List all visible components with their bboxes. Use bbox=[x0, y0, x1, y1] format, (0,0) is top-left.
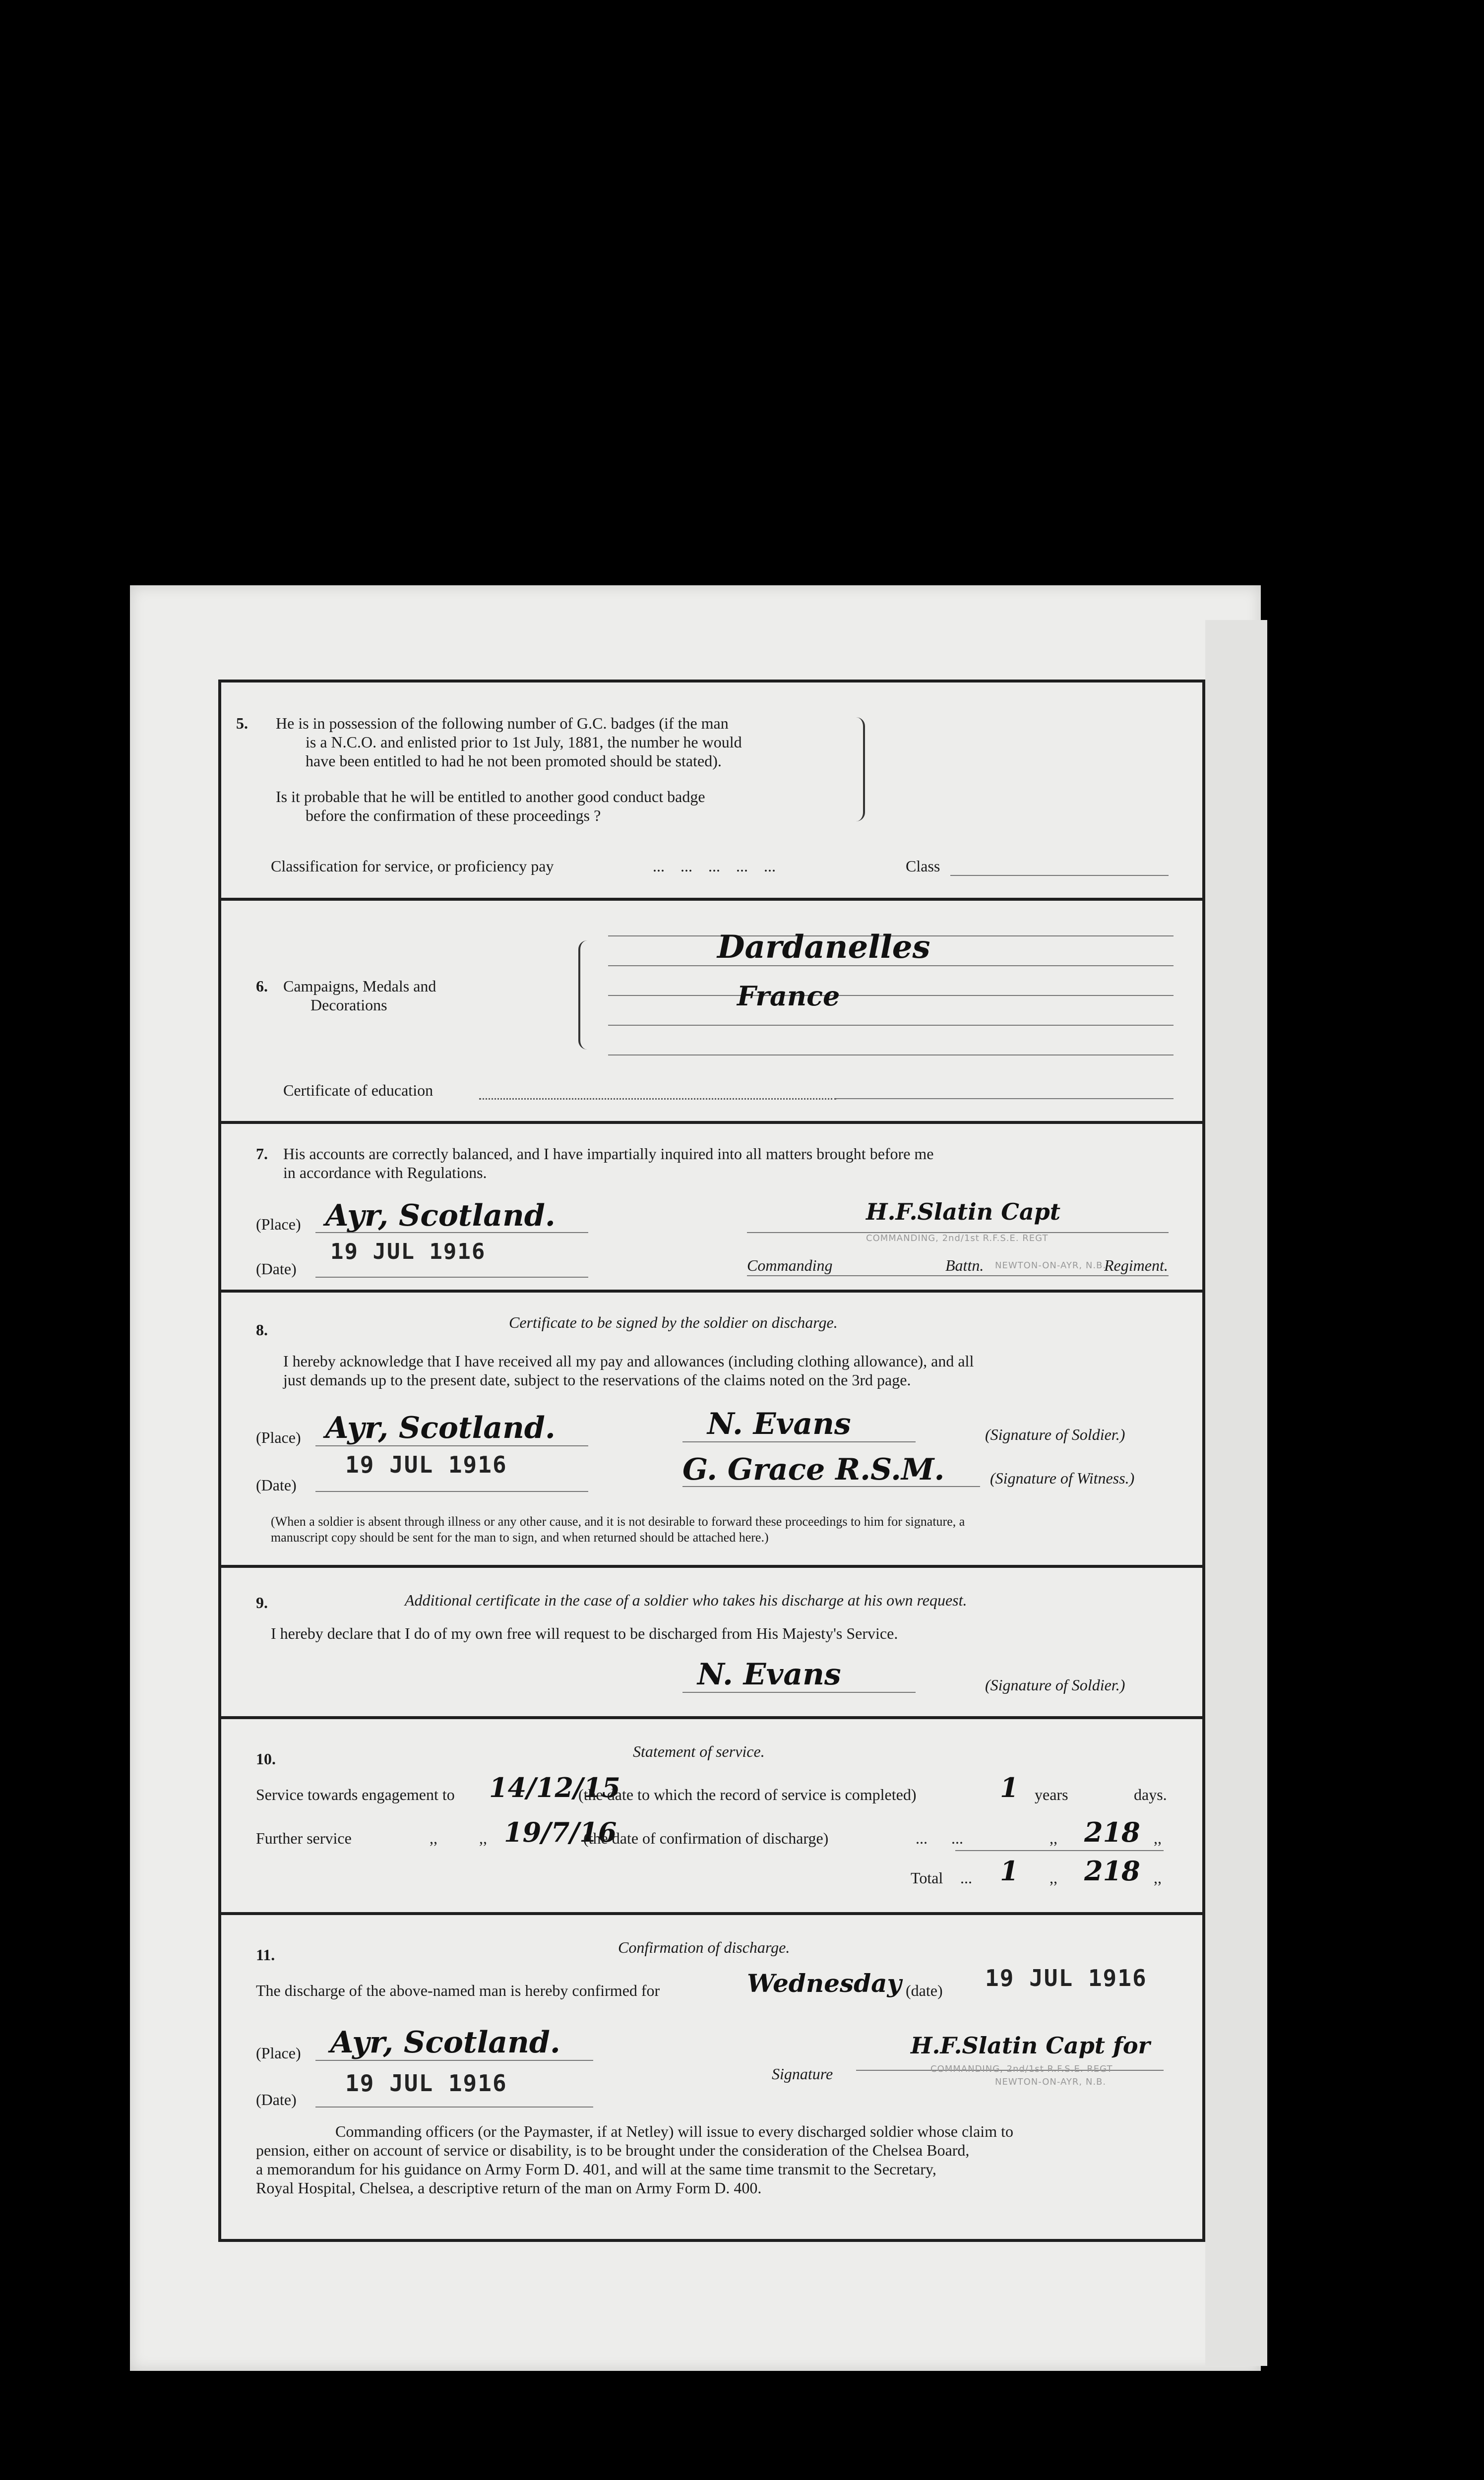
section-heading: Certificate to be signed by the soldier on discharge. bbox=[509, 1313, 838, 1331]
section-6 bbox=[221, 901, 1202, 1124]
date-label: (Date) bbox=[256, 1476, 297, 1494]
ditto-mark: ,, bbox=[479, 1829, 487, 1847]
section-10 bbox=[221, 1719, 1202, 1915]
brace bbox=[578, 940, 587, 1050]
campaign-entry-france: France bbox=[737, 980, 840, 1012]
total-years: 1 bbox=[1000, 1855, 1019, 1887]
section-9 bbox=[221, 1568, 1202, 1719]
regiment-line bbox=[747, 1275, 1169, 1276]
instructions-3: a memorandum for his guidance on Army Form D. 401, and will at the same time transmit to the Secretary, bbox=[256, 2160, 936, 2178]
section-5 bbox=[221, 682, 1202, 901]
campaigns-label: Campaigns, Medals and bbox=[283, 977, 436, 995]
section-number: 6. bbox=[256, 977, 268, 995]
section-heading: Confirmation of discharge. bbox=[618, 1938, 790, 1956]
class-label: Class bbox=[906, 857, 940, 875]
section-7 bbox=[221, 1124, 1202, 1293]
soldier-signature-line bbox=[682, 1692, 916, 1693]
place-value: Ayr, Scotland. bbox=[325, 1411, 556, 1445]
officer-signature: H.F.Slatin Capt for bbox=[911, 2032, 1150, 2059]
campaign-line bbox=[608, 995, 1174, 996]
campaign-line bbox=[608, 1025, 1174, 1026]
badges-text-1: He is in possession of the following number of G.C. badges (if the man bbox=[276, 714, 729, 732]
class-line bbox=[950, 875, 1169, 876]
acknowledge-text-1: I hereby acknowledge that I have received all my pay and allowances (including clothing allowance), and all bbox=[283, 1352, 974, 1370]
place-value: Ayr, Scotland. bbox=[325, 1198, 556, 1233]
section-heading: Additional certificate in the case of a soldier who takes his discharge at his own request. bbox=[405, 1591, 967, 1609]
section-number: 10. bbox=[256, 1750, 276, 1768]
place-value: Ayr, Scotland. bbox=[330, 2025, 560, 2060]
date-line bbox=[315, 1491, 588, 1492]
witness-signature-label: (Signature of Witness.) bbox=[990, 1469, 1135, 1487]
confirmation-date-stamp: 19 JUL 1916 bbox=[985, 1965, 1147, 1991]
classification-label: Classification for service, or proficiency pay bbox=[271, 857, 554, 875]
section-heading: Statement of service. bbox=[633, 1742, 765, 1760]
unit-stamp-line-1: COMMANDING, 2nd/1st R.F.S.E. REGT bbox=[930, 2064, 1113, 2074]
section-number: 8. bbox=[256, 1321, 268, 1339]
section-11 bbox=[221, 1915, 1202, 2242]
section-number: 5. bbox=[236, 714, 248, 732]
education-line bbox=[479, 1098, 836, 1100]
place-label: (Place) bbox=[256, 2044, 301, 2062]
confirmation-text: The discharge of the above-named man is hereby confirmed for bbox=[256, 1982, 660, 1999]
battn-label: Battn. bbox=[945, 1256, 984, 1274]
campaign-line bbox=[608, 1054, 1174, 1055]
education-line-2 bbox=[836, 1098, 1174, 1099]
place-line bbox=[315, 2060, 593, 2061]
dots: ... ... bbox=[916, 1829, 963, 1847]
signature-label: Signature bbox=[772, 2065, 833, 2083]
engagement-text: (the date to which the record of service is completed) bbox=[578, 1786, 917, 1803]
officer-signature: H.F.Slatin Capt bbox=[866, 1198, 1061, 1225]
instructions-4: Royal Hospital, Chelsea, a descriptive return of the man on Army Form D. 400. bbox=[256, 2179, 762, 2197]
date-label: (Date) bbox=[256, 2091, 297, 2108]
confirmation-day: Wednesday bbox=[747, 1969, 902, 1998]
soldier-signature-line bbox=[682, 1441, 916, 1442]
campaign-entry-dardanelles: Dardanelles bbox=[717, 929, 930, 966]
place-label: (Place) bbox=[256, 1215, 301, 1233]
date-stamp: 19 JUL 1916 bbox=[345, 1451, 507, 1478]
engagement-date: 14/12/15 bbox=[489, 1772, 620, 1803]
unit-stamp-line-2: NEWTON-ON-AYR, N.B. bbox=[995, 1260, 1107, 1271]
total-label: Total bbox=[911, 1869, 943, 1887]
ditto-mark: ,, bbox=[1050, 1869, 1057, 1887]
date-label: (Date) bbox=[256, 1260, 297, 1278]
place-line bbox=[315, 1445, 588, 1446]
place-line bbox=[315, 1232, 588, 1233]
date-label: (date) bbox=[906, 1982, 943, 1999]
ditto-mark: ,, bbox=[1154, 1869, 1162, 1887]
discharge-date: 19/7/16 bbox=[504, 1816, 617, 1848]
soldier-signature-label: (Signature of Soldier.) bbox=[985, 1676, 1125, 1694]
date-stamp: 19 JUL 1916 bbox=[330, 1239, 486, 1264]
soldier-signature: N. Evans bbox=[707, 1407, 851, 1441]
absence-note-1: (When a soldier is absent through illness or any other cause, and it is not desirable to forward these proceedings to him for signature, a bbox=[271, 1514, 965, 1529]
days-label: days. bbox=[1134, 1786, 1167, 1803]
education-label: Certificate of education bbox=[283, 1081, 433, 1099]
soldier-signature: N. Evans bbox=[697, 1657, 841, 1692]
instructions-2: pension, either on account of service or disability, is to be brought under the consideration of the Chelsea Board, bbox=[256, 2141, 970, 2159]
acknowledge-text-2: just demands up to the present date, subject to the reservations of the claims noted on the 3rd page. bbox=[283, 1371, 911, 1389]
further-days: 218 bbox=[1084, 1816, 1140, 1848]
soldier-signature-label: (Signature of Soldier.) bbox=[985, 1426, 1125, 1443]
further-service-label: Further service bbox=[256, 1829, 352, 1847]
place-label: (Place) bbox=[256, 1428, 301, 1446]
unit-stamp-line-2: NEWTON-ON-AYR, N.B. bbox=[995, 2077, 1107, 2087]
ditto-mark: ,, bbox=[1154, 1829, 1162, 1847]
badges-text-3: have been entitled to had he not been promoted should be stated). bbox=[306, 752, 722, 770]
date-stamp: 19 JUL 1916 bbox=[345, 2070, 507, 2097]
ditto-mark: ,, bbox=[430, 1829, 437, 1847]
decorations-label: Decorations bbox=[310, 996, 387, 1014]
regiment-label: Regiment. bbox=[1104, 1256, 1168, 1274]
total-days: 218 bbox=[1084, 1855, 1140, 1887]
good-conduct-question-1: Is it probable that he will be entitled to another good conduct badge bbox=[276, 788, 705, 806]
accounts-text-2: in accordance with Regulations. bbox=[283, 1164, 487, 1181]
instructions-1: Commanding officers (or the Paymaster, if at Netley) will issue to every discharged soldier whose claim to bbox=[335, 2122, 1013, 2140]
brace bbox=[856, 717, 865, 821]
service-engagement-label: Service towards engagement to bbox=[256, 1786, 455, 1803]
commanding-label: Commanding bbox=[747, 1256, 833, 1274]
date-line bbox=[315, 2107, 593, 2108]
section-8 bbox=[221, 1293, 1202, 1568]
section-number: 7. bbox=[256, 1145, 268, 1163]
total-rule bbox=[955, 1850, 1164, 1851]
discharge-form bbox=[218, 680, 1205, 2242]
date-line bbox=[315, 1277, 588, 1278]
absence-note-2: manuscript copy should be sent for the man to sign, and when returned should be attached here.) bbox=[271, 1530, 769, 1545]
accounts-text-1: His accounts are correctly balanced, and I have impartially inquired into all matters brought before me bbox=[283, 1145, 934, 1163]
years-label: years bbox=[1035, 1786, 1068, 1803]
badges-text-2: is a N.C.O. and enlisted prior to 1st July, 1881, the number he would bbox=[306, 733, 742, 751]
unit-stamp-line-1: COMMANDING, 2nd/1st R.F.S.E. REGT bbox=[866, 1233, 1049, 1243]
discharge-text: (the date of confirmation of discharge) bbox=[583, 1829, 829, 1847]
classification-dots: ... ... ... ... ... bbox=[653, 857, 776, 875]
ditto-mark: ,, bbox=[1050, 1829, 1057, 1847]
good-conduct-question-2: before the confirmation of these proceedings ? bbox=[306, 806, 601, 824]
section-number: 11. bbox=[256, 1946, 275, 1964]
section-number: 9. bbox=[256, 1594, 268, 1612]
engagement-years: 1 bbox=[1000, 1772, 1019, 1803]
page-edge bbox=[1205, 620, 1267, 2366]
dots: ... bbox=[960, 1869, 972, 1887]
declaration-text: I hereby declare that I do of my own free will request to be discharged from His Majesty's Service. bbox=[271, 1624, 898, 1642]
witness-signature: G. Grace R.S.M. bbox=[682, 1452, 945, 1487]
witness-signature-line bbox=[682, 1486, 980, 1487]
